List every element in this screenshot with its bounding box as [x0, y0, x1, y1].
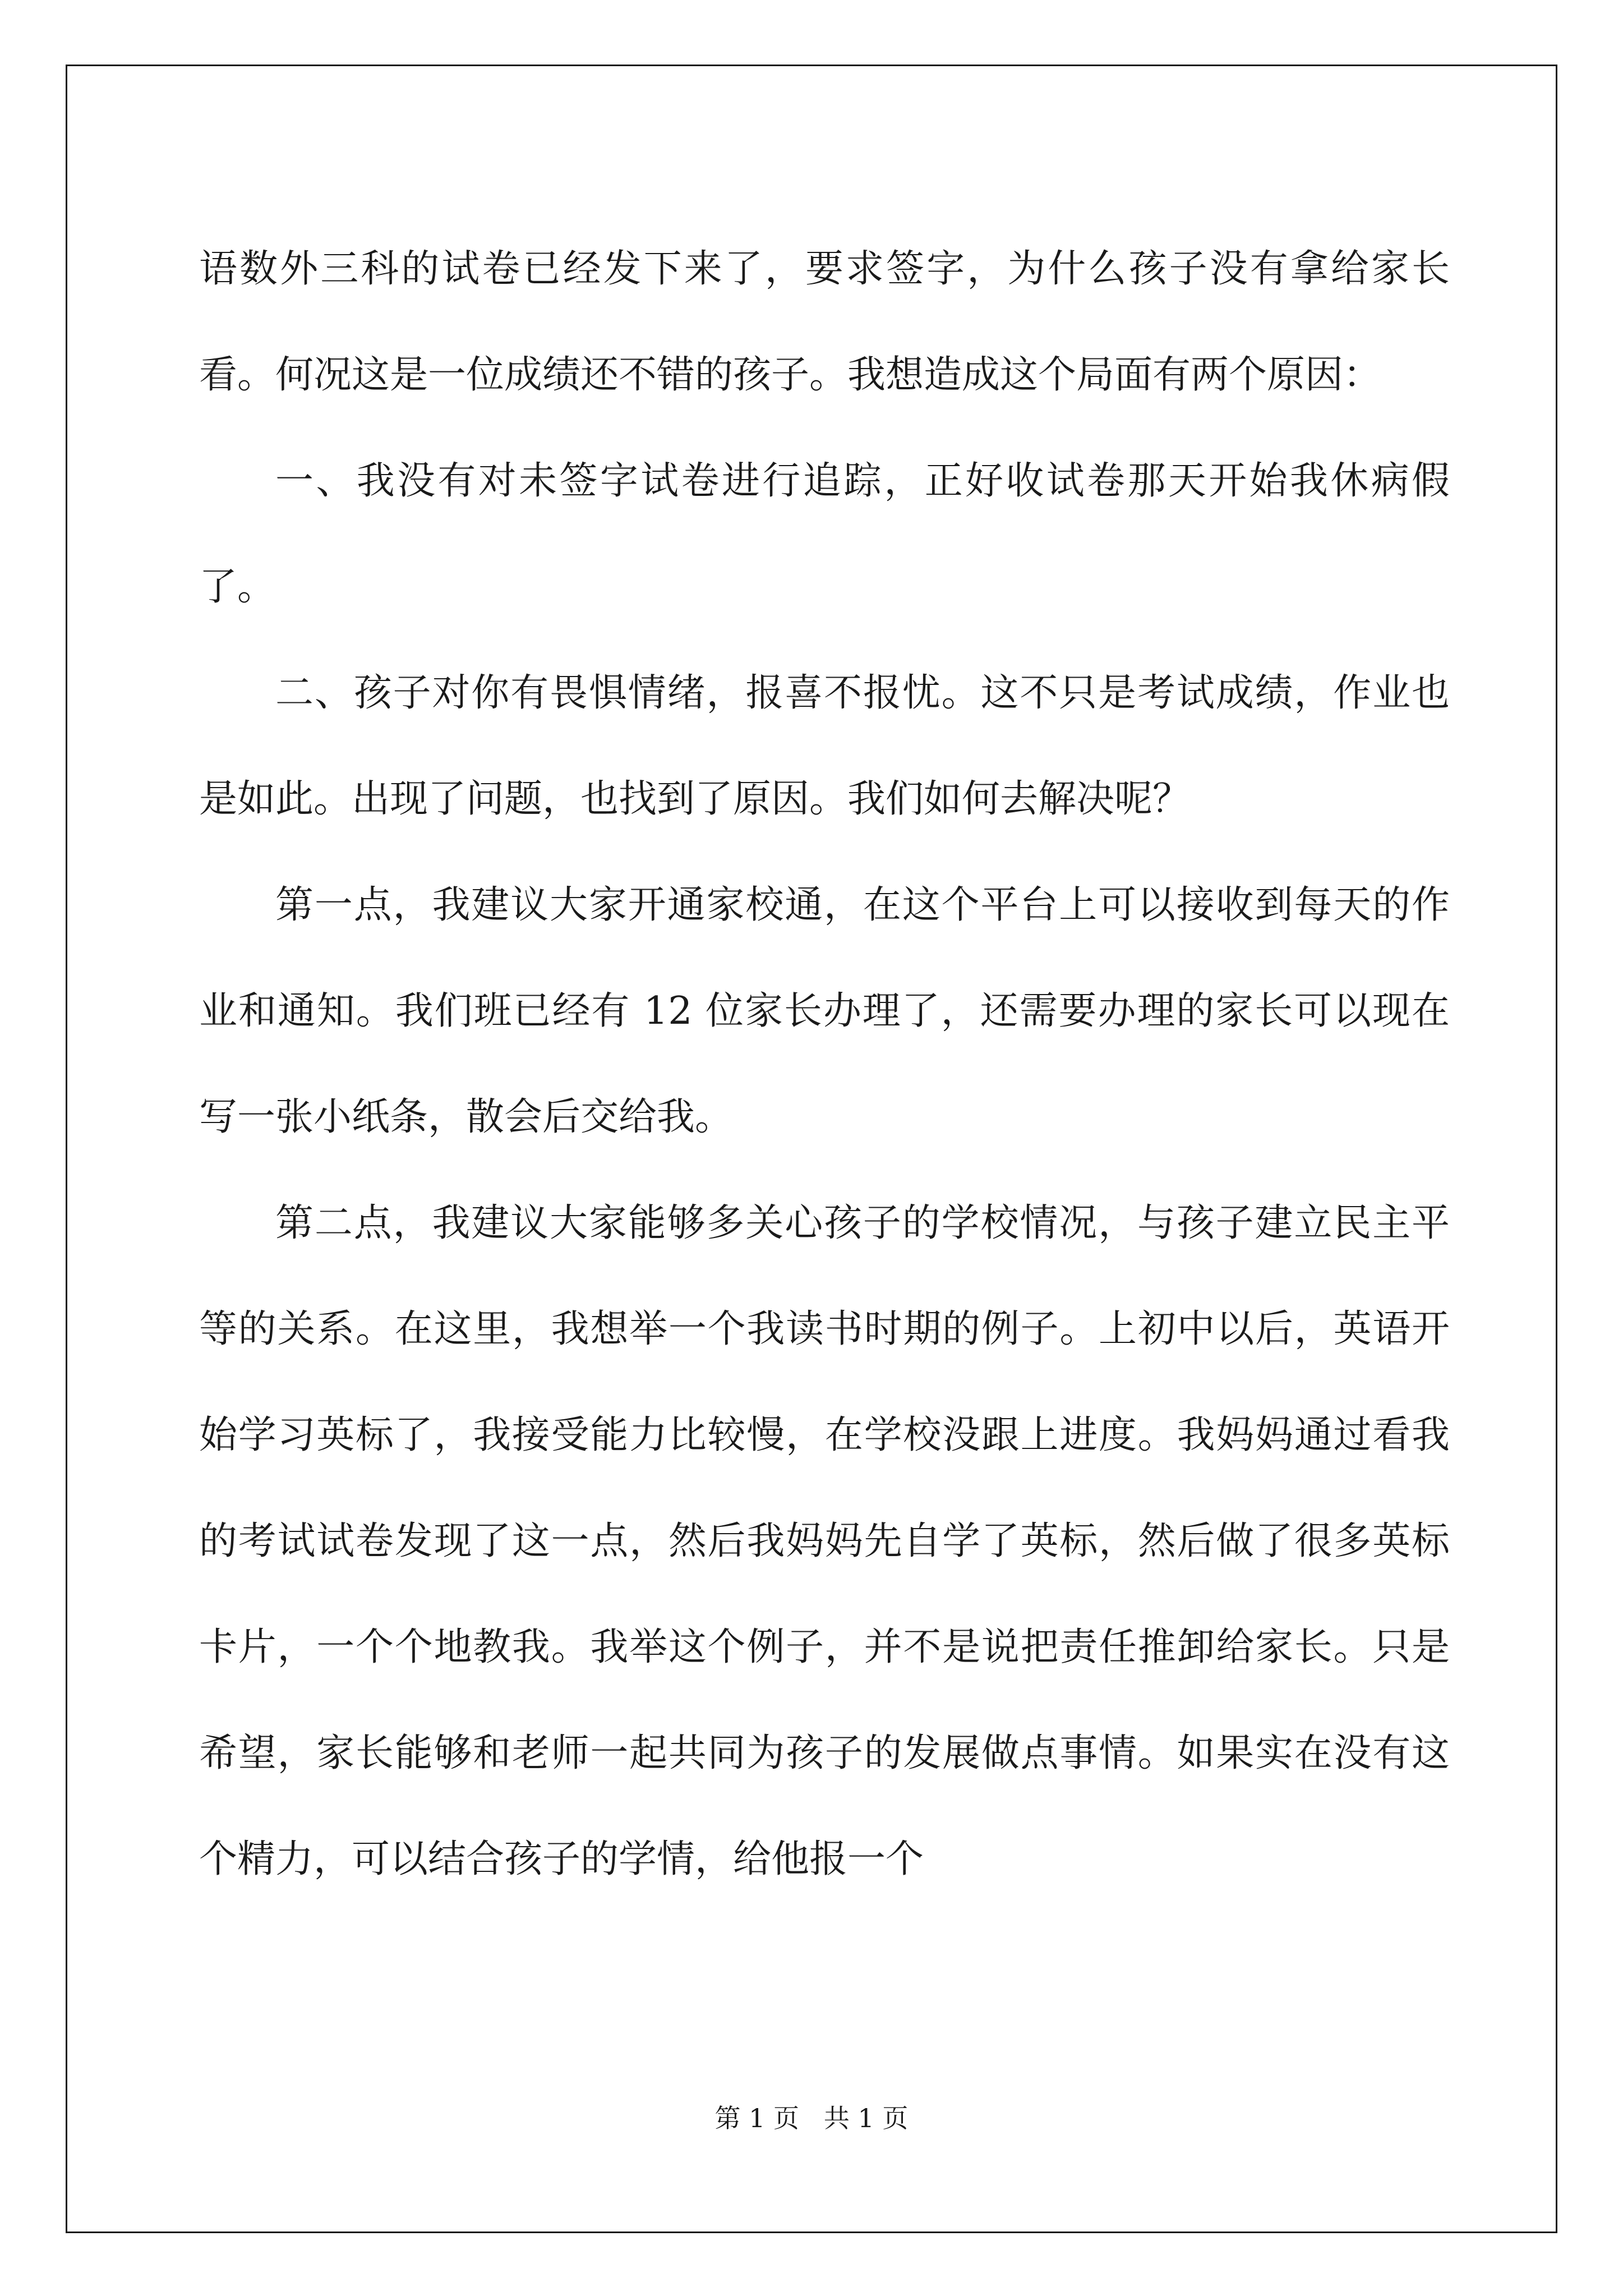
- document-body: [199, 216, 1450, 1912]
- paragraph-5: 第二点，我建议大家能够多关心孩子的学校情况，与孩子建立民主平等的关系。在这里，我想举一个我读书时期的例子。上初中以后，英语开始学习英标了，我接受能力比较慢，在学校没跟上进度。我妈妈通过看我的考试试卷发现了这一点，然后我妈妈先自学了英标，然后做了很多英标卡片，一个个地教我。我举这个例子，并不是说把责任推卸给家长。只是希望，家长能够和老师一起共同为孩子的发展做点事情。如果实在没有这个精力，可以结合孩子的学情，给他报一个: [199, 1201, 1450, 1881]
- paragraph-2: 一、我没有对未签字试卷进行追踪，正好收试卷那天开始我休病假了。: [199, 459, 1450, 609]
- paragraph-1: 语数外三科的试卷已经发下来了，要求签字，为什么孩子没有拿给家长看。何况这是一位成绩还不错的孩子。我想造成这个局面有两个原因：: [199, 247, 1450, 397]
- paragraph-4: 第一点，我建议大家开通家校通，在这个平台上可以接收到每天的作业和通知。我们班已经有 12 位家长办理了，还需要办理的家长可以现在写一张小纸条，散会后交给我。: [199, 883, 1450, 1139]
- paragraph-3: 二、孩子对你有畏惧情绪，报喜不报忧。这不只是考试成绩，作业也是如此。出现了问题，也找到了原因。我们如何去解决呢？: [199, 671, 1450, 821]
- page-number-footer: 第 1 页 共 1 页: [714, 2103, 909, 2133]
